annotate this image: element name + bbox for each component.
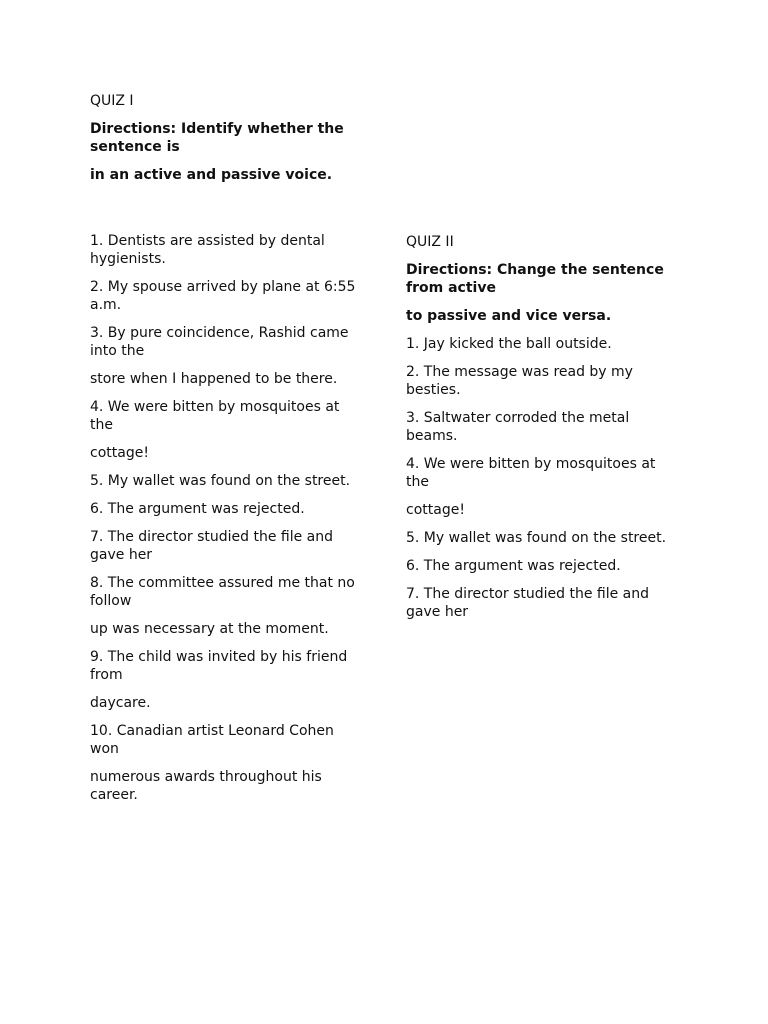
quiz1-section — [90, 92, 360, 814]
quiz2-item: 1. Jay kicked the ball outside. — [406, 336, 612, 352]
quiz2-item: 5. My wallet was found on the street. — [406, 530, 667, 546]
quiz1-item: 10. Canadian artist Leonard Cohen won — [90, 723, 334, 757]
spacer — [90, 194, 360, 232]
quiz2-item: 6. The argument was rejected. — [406, 558, 621, 574]
quiz1-item: 4. We were bitten by mosquitoes at the — [90, 399, 340, 433]
quiz1-item: 3. By pure coincidence, Rashid came into the — [90, 325, 349, 359]
quiz2-item: 7. The director studied the file and gave her — [406, 586, 650, 620]
quiz1-item: up was necessary at the moment. — [90, 621, 329, 637]
quiz1-item: store when I happened to be there. — [90, 371, 338, 387]
quiz2-title: QUIZ II — [406, 234, 454, 250]
quiz1-item: 9. The child was invited by his friend from — [90, 649, 348, 683]
quiz1-item: 8. The committee assured me that no follow — [90, 575, 355, 609]
quiz2-directions-line1: Directions: Change the sentence from active — [406, 262, 664, 296]
quiz1-directions-line2: in an active and passive voice. — [90, 167, 333, 183]
quiz1-item: 7. The director studied the file and gave her — [90, 529, 334, 563]
quiz2-item: 4. We were bitten by mosquitoes at the — [406, 456, 656, 490]
quiz2-section — [406, 233, 676, 631]
quiz2-item: 2. The message was read by my besties. — [406, 364, 633, 398]
quiz1-directions-line1: Directions: Identify whether the sentence is — [90, 121, 344, 155]
quiz1-item: numerous awards throughout his career. — [90, 769, 322, 803]
quiz1-title: QUIZ I — [90, 93, 134, 109]
quiz1-item: 6. The argument was rejected. — [90, 501, 305, 517]
quiz1-item: daycare. — [90, 695, 151, 711]
quiz2-item: 3. Saltwater corroded the metal beams. — [406, 410, 630, 444]
quiz2-directions-line2: to passive and vice versa. — [406, 308, 612, 324]
quiz1-item: 5. My wallet was found on the street. — [90, 473, 351, 489]
quiz1-item: 2. My spouse arrived by plane at 6:55 a.m. — [90, 279, 356, 313]
quiz1-item: cottage! — [90, 445, 149, 461]
quiz2-item: cottage! — [406, 502, 465, 518]
quiz1-item: 1. Dentists are assisted by dental hygienists. — [90, 233, 325, 267]
